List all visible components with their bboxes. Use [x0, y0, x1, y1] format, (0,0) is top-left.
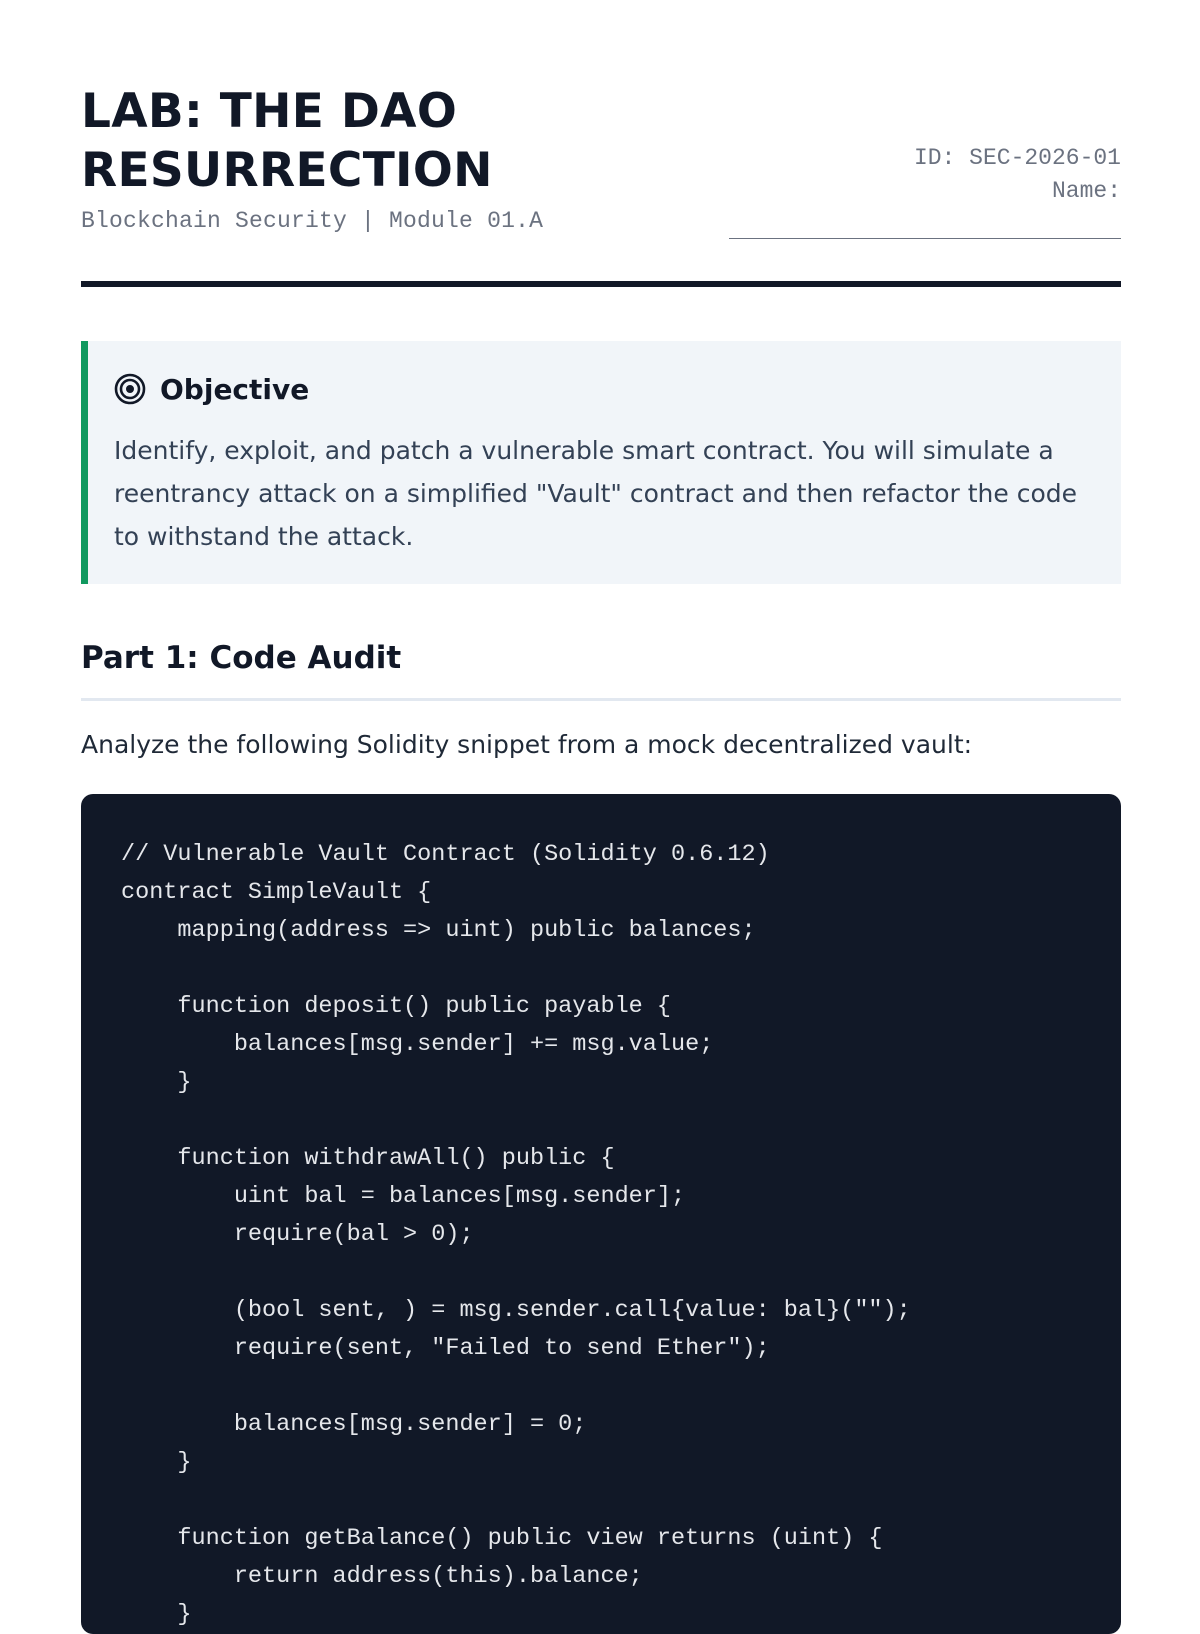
- objective-callout: [81, 341, 1121, 584]
- objective-header: [114, 369, 1081, 409]
- objective-heading: Objective: [160, 372, 310, 406]
- code-block: [81, 794, 1121, 1634]
- page-subtitle: Blockchain Security | Module 01.A: [81, 208, 544, 234]
- section-divider: [81, 698, 1121, 701]
- worksheet-page: [81, 0, 1121, 1628]
- name-label: Name:: [1051, 178, 1121, 204]
- page-header: [81, 0, 1121, 290]
- solidity-code: // Vulnerable Vault Contract (Solidity 0.6.12) contract SimpleVault { mapping(address => uint) public balances; function deposit() public payable { balances[msg.sender] += msg.value; } function withdrawAll() public { uint bal = balances[msg.sender]; require(bal > 0); (bool sent, ) = msg.sender.call{value: bal}(""); require(sent, "Failed to send Ether"); balances[msg.sender] = 0; } function getBalance() public view returns (uint) { return address(this).balance; }: [121, 841, 911, 1628]
- header-divider: [81, 281, 1121, 287]
- name-blank-line: [729, 208, 1121, 239]
- objective-text: Identify, exploit, and patch a vulnerable smart contract. You will simulate a reentrancy attack on a simplified "Vault" contract and then refactor the code to withstand the attack.: [114, 436, 1078, 551]
- student-meta: [729, 142, 1121, 239]
- section-heading-code-audit: Part 1: Code Audit: [81, 640, 402, 676]
- section-intro: Analyze the following Solidity snippet from a mock decentralized vault:: [81, 730, 973, 759]
- page-title: LAB: THE DAO RESURRECTION: [81, 84, 493, 198]
- target-icon: [114, 373, 146, 405]
- lab-id: ID: SEC-2026-01: [913, 145, 1121, 171]
